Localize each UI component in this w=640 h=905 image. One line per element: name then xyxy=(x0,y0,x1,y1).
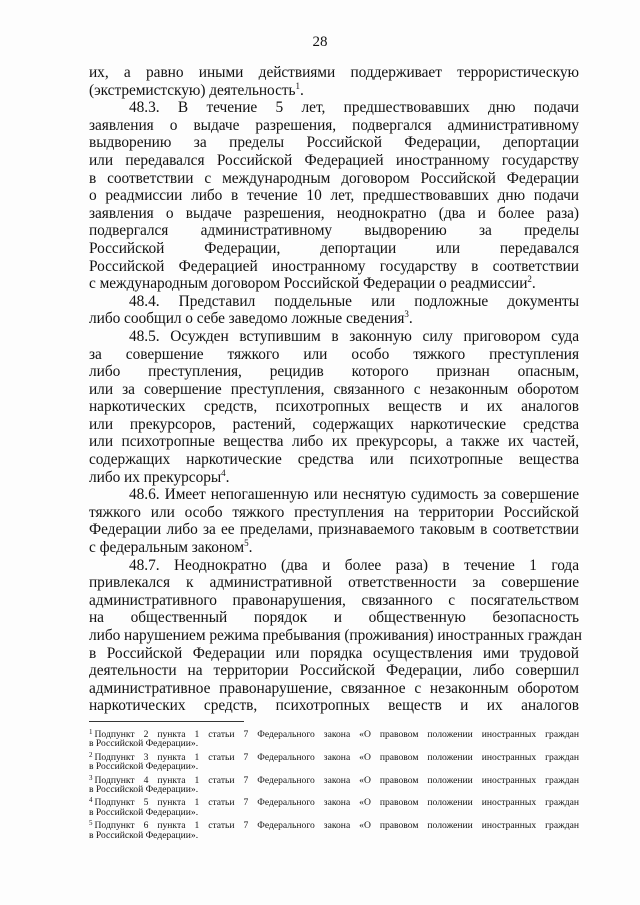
text-line-content: на общественный порядок и общественную безопасность xyxy=(89,609,579,627)
footnote-line xyxy=(89,830,579,841)
text-line xyxy=(89,310,579,328)
text-line-content: 48.3. В течение 5 лет, предшествовавших дню подачи xyxy=(129,99,579,117)
footnote-divider xyxy=(89,721,244,722)
body-text xyxy=(89,64,582,715)
text-line xyxy=(89,398,579,416)
text-line xyxy=(89,293,579,311)
text-line xyxy=(89,328,579,346)
text-line-content: или за совершение преступления, связанного с незаконным оборотом xyxy=(89,380,579,398)
text-line-content: деятельности на территории Российской Федерации, либо совершил xyxy=(89,662,579,680)
text-line-content: заявления о выдаче разрешения, подвергался административному xyxy=(89,116,579,134)
footnote-reference: 1 xyxy=(295,80,300,91)
punctuation: . xyxy=(531,275,536,293)
text-line xyxy=(89,64,579,82)
text-line xyxy=(89,680,579,698)
text-line xyxy=(89,117,579,135)
text-line xyxy=(89,592,579,610)
footnote-text: Подпункт 2 пункта 1 статьи 7 Федерального закона «О правовом положении иностранных граждан xyxy=(94,729,579,740)
footnotes xyxy=(89,727,579,841)
text-line-content: 48.4. Представил поддельные или подложные документы xyxy=(129,292,579,310)
text-line-content: либо преступления, рецидив которого признан опасным, xyxy=(89,363,579,381)
footnote-reference: 3 xyxy=(404,309,409,320)
footnote-text: в Российской Федерации». xyxy=(89,806,199,818)
text-line-content: или передавался Российской Федерацией иностранному государству xyxy=(89,151,579,169)
text-line-content: наркотических средств, психотропных веществ и их аналогов xyxy=(89,697,579,715)
text-line-content: 48.7. Неоднократно (два и более раза) в течение 1 года xyxy=(129,556,579,574)
text-line xyxy=(89,134,579,152)
footnote-text: Подпункт 6 пункта 1 статьи 7 Федерального закона «О правовом положении иностранных граждан xyxy=(94,820,579,832)
punctuation: . xyxy=(408,310,413,328)
text-line xyxy=(89,662,579,680)
text-line xyxy=(89,504,579,522)
text-line xyxy=(89,609,579,627)
text-line-content: содержащих наркотические средства или психотропные вещества xyxy=(89,451,579,469)
text-line xyxy=(89,486,579,504)
text-line xyxy=(89,521,579,539)
text-line-content: административного правонарушения, связанного с посягательством xyxy=(89,591,579,609)
text-line xyxy=(89,539,579,557)
text-line xyxy=(89,346,579,364)
footnote-line xyxy=(89,807,579,818)
footnote-number: 5 xyxy=(89,819,93,828)
text-line xyxy=(89,258,579,276)
footnote-line xyxy=(89,773,579,784)
text-line-content: наркотических средств, психотропных веществ и их аналогов xyxy=(89,398,579,416)
text-line xyxy=(89,82,579,100)
text-line xyxy=(89,557,579,575)
text-line-content: в Российской Федерации или порядка осуществления ими трудовой xyxy=(89,644,579,662)
footnote-text: Подпункт 3 пункта 1 статьи 7 Федерального закона «О правовом положении иностранных граждан xyxy=(94,751,579,763)
punctuation: . xyxy=(248,539,253,557)
text-line xyxy=(89,645,579,663)
footnote-text: в Российской Федерации». xyxy=(89,783,199,795)
text-line-content: административное правонарушение, связанное с незаконным оборотом xyxy=(89,679,579,697)
punctuation: . xyxy=(225,468,230,486)
text-line xyxy=(89,275,579,293)
text-line-content: привлекался к административной ответственности за совершение xyxy=(89,574,579,592)
text-line xyxy=(89,433,579,451)
text-line-content: подвергался административному выдворению за пределы xyxy=(89,222,579,240)
text-line-content: или прекурсоров, растений, содержащих наркотические средства xyxy=(89,415,579,433)
text-line-content: 48.6. Имеет непогашенную или неснятую судимость за совершение xyxy=(129,486,579,504)
text-line-content: в соответствии с международным договором Российской Федерации xyxy=(89,169,579,187)
text-line-content: тяжкого или особо тяжкого преступления на территории Российской xyxy=(89,503,579,521)
footnote-line xyxy=(89,795,579,809)
footnote-text: в Российской Федерации». xyxy=(89,829,199,841)
footnote-line xyxy=(89,818,579,832)
text-line-content: 48.5. Осужден вступившим в законную силу приговором суда xyxy=(129,327,579,345)
text-line xyxy=(89,363,579,381)
text-line xyxy=(89,99,579,117)
text-line xyxy=(89,574,579,592)
text-line xyxy=(89,627,582,645)
text-line xyxy=(89,187,579,205)
footnote-number: 4 xyxy=(89,796,93,805)
footnote-reference: 4 xyxy=(221,467,226,478)
text-line-content: или психотропные вещества либо их прекурсоры, а также их частей, xyxy=(89,433,579,451)
text-line xyxy=(89,152,579,170)
text-line-content: о реадмиссии либо в течение 10 лет, предшествовавших дню подачи xyxy=(89,187,579,205)
footnote-text: в Российской Федерации». xyxy=(89,738,199,750)
text-line-content: заявления о выдаче разрешения, неоднократно (два и более раза) xyxy=(89,204,579,222)
text-line-content: либо нарушением режима пребывания (проживания) иностранных граждан xyxy=(89,627,582,644)
footnote-text: Подпункт 5 пункта 1 статьи 7 Федерального закона «О правовом положении иностранных граждан xyxy=(94,797,579,809)
text-line xyxy=(89,416,579,434)
footnote-line xyxy=(89,738,579,749)
text-line-content: с международным договором Российской Федерации о реадмиссии xyxy=(89,275,528,293)
punctuation: . xyxy=(299,81,304,99)
footnote-text: в Российской Федерации». xyxy=(89,761,199,773)
text-line xyxy=(89,170,579,188)
footnote-line xyxy=(89,727,579,738)
text-line xyxy=(89,205,579,223)
text-line xyxy=(89,222,579,240)
text-line xyxy=(89,381,579,399)
footnote-number: 2 xyxy=(89,750,93,759)
text-line-content: либо сообщил о себе заведомо ложные сведения xyxy=(89,310,405,328)
text-line xyxy=(89,240,579,258)
footnote-number: 1 xyxy=(89,728,93,736)
footnote-reference: 2 xyxy=(527,274,532,285)
text-line-content: их, а равно иными действиями поддерживает террористическую xyxy=(89,64,579,81)
text-line-content: за совершение тяжкого или особо тяжкого преступления xyxy=(89,345,579,363)
text-line-content: выдворению за пределы Российской Федерации, депортации xyxy=(89,134,579,152)
text-line xyxy=(89,469,579,487)
footnote-number: 3 xyxy=(89,773,93,782)
footnote-reference: 5 xyxy=(244,538,249,549)
text-line-content: Российской Федерацией иностранному государству в соответствии xyxy=(89,257,579,275)
text-line-content: с федеральным законом xyxy=(89,539,245,557)
page-number: 28 xyxy=(312,34,328,50)
footnote-text: Подпункт 4 пункта 1 статьи 7 Федерального закона «О правовом положении иностранных граждан xyxy=(94,774,579,786)
text-line-content: Российской Федерации, депортации или передавался xyxy=(89,239,579,257)
text-line-content: Федерации либо за ее пределами, признаваемого таковым в соответствии xyxy=(89,521,579,539)
footnote-line xyxy=(89,750,579,761)
text-line-content: либо их прекурсоры xyxy=(89,468,222,486)
text-line-content: (экстремистскую) деятельность xyxy=(89,81,296,99)
text-line xyxy=(89,451,579,469)
text-line xyxy=(89,697,579,715)
